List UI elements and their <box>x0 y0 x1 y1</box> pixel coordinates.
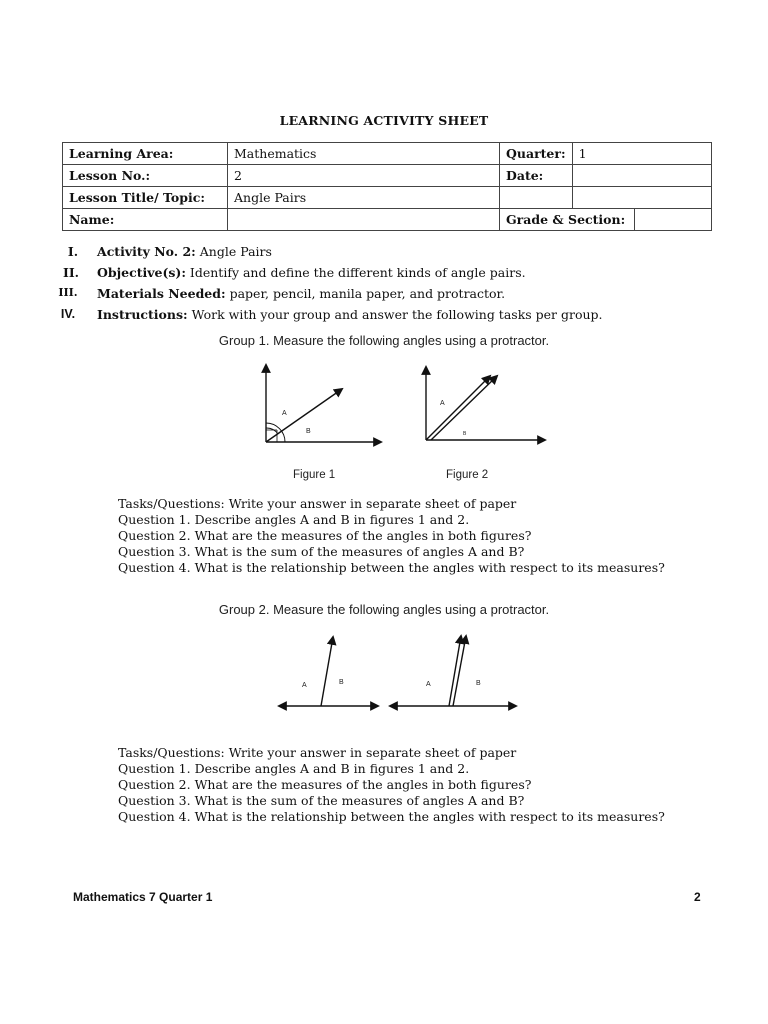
empty-cell <box>500 187 573 209</box>
section-label: Objective(s): <box>97 265 186 280</box>
section-text: Angle Pairs <box>195 244 272 259</box>
learning-area-value: Mathematics <box>228 143 500 165</box>
section-label: Activity No. 2: <box>97 244 196 259</box>
angle-arc <box>266 428 278 434</box>
question-text: Question 4. What is the relationship between the angles with respect to its measures? <box>118 809 665 824</box>
table-row <box>63 209 712 231</box>
date-label: Date: <box>500 165 573 187</box>
quarter-value: 1 <box>572 143 711 165</box>
ray <box>426 376 490 440</box>
group1-figures <box>0 355 768 485</box>
date-field[interactable] <box>572 165 711 187</box>
question-text: Question 3. What is the sum of the measures of angles A and B? <box>118 793 525 808</box>
angle-b-label: B <box>339 679 344 686</box>
section-numeral: I. <box>67 244 79 259</box>
question-text: Question 2. What are the measures of the angles in both figures? <box>118 777 532 792</box>
figure2-diagram <box>426 367 545 481</box>
lesson-no-label: Lesson No.: <box>63 165 228 187</box>
section-numeral: IV. <box>60 307 76 321</box>
grade-section-label: Grade & Section: <box>500 209 635 231</box>
section-label: Materials Needed: <box>97 286 226 301</box>
lesson-title-value: Angle Pairs <box>228 187 500 209</box>
quarter-label: Quarter: <box>500 143 573 165</box>
ray <box>321 637 333 706</box>
table-row <box>63 187 712 209</box>
section-text: Identify and define the different kinds of angle pairs. <box>185 265 526 280</box>
learning-area-label: Learning Area: <box>63 143 228 165</box>
name-label: Name: <box>63 209 228 231</box>
lesson-no-value: 2 <box>228 165 500 187</box>
group2-figures <box>0 630 768 720</box>
lesson-title-label: Lesson Title/ Topic: <box>63 187 228 209</box>
lesson-info-table <box>62 142 712 231</box>
question-text: Question 1. Describe angles A and B in figures 1 and 2. <box>118 512 470 527</box>
angle-a-label: A <box>282 410 287 417</box>
section-text: Work with your group and answer the following tasks per group. <box>187 307 603 322</box>
group2-figure2-diagram <box>390 636 516 706</box>
section-numeral: II. <box>62 265 80 280</box>
table-row <box>63 165 712 187</box>
question-text: Tasks/Questions: Write your answer in separate sheet of paper <box>118 496 517 511</box>
group2-heading: Group 2. Measure the following angles using a protractor. <box>218 602 550 617</box>
section-label: Instructions: <box>97 307 188 322</box>
angle-a-label: A <box>426 681 431 688</box>
sheet-title: LEARNING ACTIVITY SHEET <box>279 113 489 128</box>
angle-b-label: B <box>463 431 467 437</box>
angle-arc <box>266 423 285 442</box>
figure1-label: Figure 1 <box>293 469 336 481</box>
question-text: Question 3. What is the sum of the measures of angles A and B? <box>118 544 525 559</box>
figure1-diagram <box>266 365 381 481</box>
angle-b-label: B <box>306 428 311 435</box>
section-numeral: III. <box>58 286 78 299</box>
empty-cell <box>572 187 711 209</box>
footer-course: Mathematics 7 Quarter 1 <box>73 890 213 904</box>
group1-heading: Group 1. Measure the following angles using a protractor. <box>218 333 550 348</box>
table-row <box>63 143 712 165</box>
grade-section-field[interactable] <box>635 209 712 231</box>
angle-a-label: A <box>440 400 445 407</box>
group2-figure1-diagram <box>279 637 378 706</box>
angle-b-label: B <box>476 680 481 687</box>
section-text: paper, pencil, manila paper, and protractor. <box>225 286 506 301</box>
question-text: Question 4. What is the relationship between the angles with respect to its measures? <box>118 560 665 575</box>
name-field[interactable] <box>228 209 500 231</box>
page-number: 2 <box>694 890 701 904</box>
figure2-label: Figure 2 <box>446 469 489 481</box>
angle-a-label: A <box>302 682 307 689</box>
question-text: Question 2. What are the measures of the angles in both figures? <box>118 528 532 543</box>
question-text: Question 1. Describe angles A and B in figures 1 and 2. <box>118 761 470 776</box>
question-text: Tasks/Questions: Write your answer in separate sheet of paper <box>118 745 517 760</box>
